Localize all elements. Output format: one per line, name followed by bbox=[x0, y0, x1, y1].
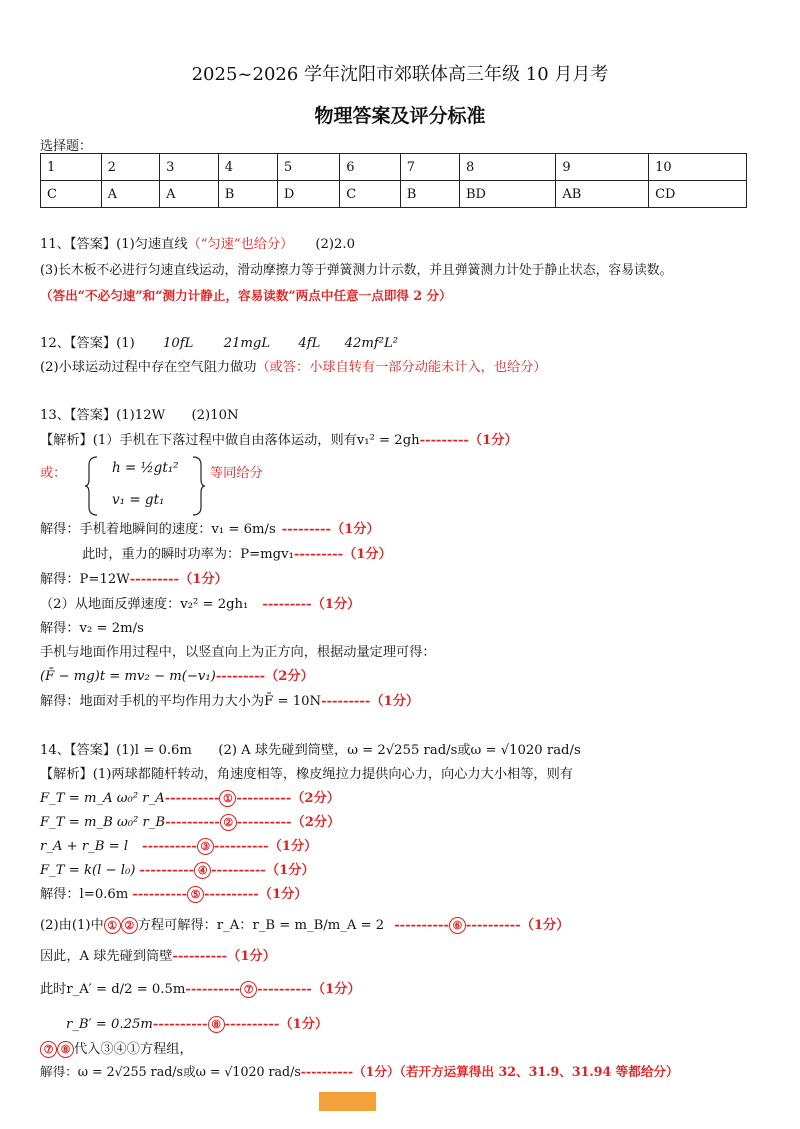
text: 此时r_A′ = d/2 = 0.5m bbox=[40, 982, 186, 997]
text: 代入③④①方程组， bbox=[74, 1042, 193, 1057]
dash: ---------- bbox=[164, 791, 220, 806]
page-footer-marker bbox=[319, 1092, 376, 1111]
dash: ---------- bbox=[394, 918, 449, 933]
q13-answer: 13、【答案】(1)12W (2)10N bbox=[40, 408, 239, 423]
mc-number: 6 bbox=[340, 154, 401, 181]
q14-analysis-intro: 【解析】(1)两球都随杆转动，角速度相等，橡皮绳拉力提供向心力，向心力大小相等，则有 bbox=[40, 767, 573, 782]
q13-solve-3 bbox=[40, 568, 228, 587]
q14-answer: 14、【答案】(1)l = 0.6m (2) A 球先碰到筒壁，ω = 2√255 rad/s或ω = √1020 rad/s bbox=[40, 743, 581, 758]
q11-scoring-note: （答出“不必匀速”和“测力计静止，容易读数”两点中任意一点即得 2 分） bbox=[40, 288, 452, 303]
mc-answer: C bbox=[41, 181, 102, 208]
q13-solve-text: 解得：手机着地瞬间的速度：v₁ = 6m/s bbox=[40, 522, 276, 537]
mc-number: 4 bbox=[218, 154, 277, 181]
system-equation-1: h = ½gt₁² bbox=[112, 460, 179, 476]
mc-answer: A bbox=[160, 181, 219, 208]
mc-answer: D bbox=[277, 181, 339, 208]
mc-number: 9 bbox=[556, 154, 649, 181]
scoring-note: （若开方运算得出 32、31.9、31.94 等都给分） bbox=[399, 1064, 679, 1079]
text: 因此，A 球先碰到筒壁 bbox=[40, 949, 173, 964]
q13-points: ---------（1分） bbox=[281, 522, 380, 537]
mc-number: 10 bbox=[649, 154, 747, 181]
points: （1分） bbox=[311, 982, 361, 997]
dash: ---------- bbox=[142, 839, 197, 854]
dash: ---------- bbox=[257, 982, 312, 997]
mc-answer: CD bbox=[649, 181, 747, 208]
q14-eq-4 bbox=[40, 859, 315, 879]
dash: ---------- bbox=[139, 863, 195, 878]
points: （1分） bbox=[265, 863, 315, 878]
dash: ---------- bbox=[185, 982, 241, 997]
dash: ---------- bbox=[172, 949, 228, 964]
q14-part2-1 bbox=[40, 914, 569, 934]
q13-final-text: 解得：地面对手机的平均作用力大小为F̄ = 10N bbox=[40, 694, 322, 709]
q13-part2-text: （2）从地面反弹速度：v₂² = 2gh₁ bbox=[40, 597, 249, 612]
page-title: 2025~2026 学年沈阳市郊联体高三年级 10 月月考 bbox=[191, 64, 609, 85]
circled-number: ① bbox=[219, 790, 236, 807]
points: （1分） bbox=[258, 887, 308, 902]
page-subtitle: 物理答案及评分标准 bbox=[314, 105, 486, 127]
q12-answer-1: 10fL bbox=[163, 336, 194, 351]
q13-solve-text: 此时，重力的瞬时功率为：P=mgv₁ bbox=[82, 547, 294, 562]
circled-number: ⑧ bbox=[208, 1016, 225, 1033]
q14-part2-2 bbox=[40, 945, 276, 964]
q13-part2-3: 手机与地面作用过程中，以竖直向上为正方向，根据动量定理可得： bbox=[40, 645, 436, 660]
q11-answer-text: 11、【答案】(1)匀速直线 bbox=[40, 237, 188, 252]
mc-answer-row bbox=[41, 181, 747, 208]
q14-part2-5 bbox=[40, 1038, 193, 1058]
q14-eq-2 bbox=[40, 811, 340, 831]
q13-solve-1 bbox=[40, 518, 380, 537]
q14-eq-3 bbox=[40, 835, 317, 855]
q13-or-label: 或： bbox=[40, 466, 67, 481]
text: 方程可解得：r_A：r_B = m_B/m_A = 2 bbox=[137, 918, 385, 933]
q12-part2-text: (2)小球运动过程中存在空气阻力做功 bbox=[40, 360, 257, 375]
dash: ---------- bbox=[465, 918, 521, 933]
mc-number: 7 bbox=[400, 154, 459, 181]
dash: ---------- bbox=[211, 863, 266, 878]
dash: ---------- bbox=[204, 887, 259, 902]
q14-eq-1 bbox=[40, 787, 340, 807]
eq-text: F_T = k(l − l₀) bbox=[40, 863, 136, 878]
q13-points: ---------（1分） bbox=[419, 433, 518, 448]
dash: ---------- bbox=[300, 1064, 354, 1079]
mc-answer: C bbox=[340, 181, 401, 208]
circled-number: ② bbox=[220, 814, 237, 831]
circled-number: ⑥ bbox=[449, 917, 466, 934]
q13-points: ---------（1分） bbox=[262, 597, 361, 612]
dash: ---------- bbox=[236, 815, 292, 830]
mc-answer: A bbox=[101, 181, 160, 208]
q12-note: （或答：小球自转有一部分动能未计入，也给分） bbox=[256, 360, 547, 375]
circled-number: ⑦ bbox=[240, 981, 257, 998]
dash: ---------- bbox=[224, 1017, 280, 1032]
q13-equivalent-note: 等同给分 bbox=[210, 466, 263, 481]
dash: ---------- bbox=[152, 1017, 208, 1032]
text: 解得：ω = 2√255 rad/s或ω = √1020 rad/s bbox=[40, 1064, 301, 1079]
q14-eq-5 bbox=[40, 883, 308, 903]
mc-number: 1 bbox=[41, 154, 102, 181]
circled-number: ② bbox=[121, 917, 138, 934]
points: （1分） bbox=[279, 1017, 329, 1032]
circled-number: ⑧ bbox=[57, 1041, 74, 1058]
circled-number: ⑤ bbox=[187, 886, 204, 903]
q12-answer-line bbox=[40, 332, 398, 351]
q11-part2: (2)2.0 bbox=[315, 237, 356, 252]
points: （1分） bbox=[268, 839, 318, 854]
q13-solve-2 bbox=[82, 543, 392, 562]
q12-answer-label: 12、【答案】(1) bbox=[40, 336, 135, 351]
text: r_B′ = 0.25m bbox=[66, 1017, 153, 1032]
eq-text: r_A + r_B = l bbox=[40, 839, 129, 854]
q14-part2-3 bbox=[40, 978, 361, 998]
dash: ---------- bbox=[236, 791, 292, 806]
mc-answer: B bbox=[218, 181, 277, 208]
system-equation-2: v₁ = gt₁ bbox=[112, 492, 165, 508]
mc-answer: B bbox=[400, 181, 459, 208]
q13-part2-4 bbox=[40, 665, 314, 684]
q13-points: ---------（1分） bbox=[129, 572, 228, 587]
q13-solve-text: 解得：P=12W bbox=[40, 572, 130, 587]
circled-number: ③ bbox=[197, 838, 214, 855]
points: （1分） bbox=[520, 918, 570, 933]
q11-note: （“匀速”也给分） bbox=[187, 237, 294, 252]
q13-analysis-1 bbox=[40, 429, 518, 448]
text: (2)由(1)中 bbox=[40, 918, 104, 933]
mc-answer: BD bbox=[459, 181, 555, 208]
mc-answer-table bbox=[40, 153, 747, 208]
points: （1分） bbox=[227, 949, 276, 964]
circled-number: ① bbox=[104, 917, 121, 934]
eq-text: F_T = m_A ω₀² r_A bbox=[40, 791, 165, 806]
dash: ---------- bbox=[132, 887, 188, 902]
points: （2分） bbox=[291, 791, 340, 806]
q12-part2-line bbox=[40, 356, 547, 375]
q13-part2-5 bbox=[40, 690, 419, 709]
mc-number: 3 bbox=[160, 154, 219, 181]
q13-points: ---------（1分） bbox=[321, 694, 420, 709]
mc-number: 5 bbox=[277, 154, 339, 181]
mc-number: 2 bbox=[101, 154, 160, 181]
q11-part3: (3)长木板不必进行匀速直线运动，滑动摩擦力等于弹簧测力计示数，并且弹簧测力计处于静止状态，容易读数。 bbox=[40, 263, 673, 278]
mc-answer: AB bbox=[556, 181, 649, 208]
eq-text: 解得：l=0.6m bbox=[40, 887, 129, 902]
q14-part2-6 bbox=[40, 1061, 679, 1080]
dash: ---------- bbox=[213, 839, 269, 854]
q12-answer-3: 4fL bbox=[298, 336, 321, 351]
points: （2分） bbox=[291, 815, 341, 830]
q13-part2-2: 解得：v₂ = 2m/s bbox=[40, 621, 144, 636]
mc-label: 选择题： bbox=[40, 139, 93, 154]
points: （1分） bbox=[353, 1064, 400, 1079]
q13-momentum-eq: (F̄ − mg)t = mv₂ − m(−v₁) bbox=[40, 669, 216, 684]
q11-answer-line bbox=[40, 233, 355, 252]
q14-part2-4 bbox=[66, 1013, 328, 1033]
q13-analysis-text: 【解析】(1）手机在下落过程中做自由落体运动，则有v₁² = 2gh bbox=[40, 433, 420, 448]
q13-points: ---------（1分） bbox=[293, 547, 392, 562]
circled-number: ④ bbox=[194, 862, 211, 879]
q13-part2-1 bbox=[40, 593, 360, 612]
mc-number-row bbox=[41, 154, 747, 181]
q12-answer-4: 42mf²L² bbox=[344, 336, 399, 351]
dash: ---------- bbox=[165, 815, 220, 830]
q12-answer-2: 21mgL bbox=[223, 336, 271, 351]
q13-points: ---------（2分） bbox=[215, 669, 314, 684]
eq-text: F_T = m_B ω₀² r_B bbox=[40, 815, 166, 830]
circled-number: ⑦ bbox=[40, 1041, 57, 1058]
mc-number: 8 bbox=[459, 154, 555, 181]
